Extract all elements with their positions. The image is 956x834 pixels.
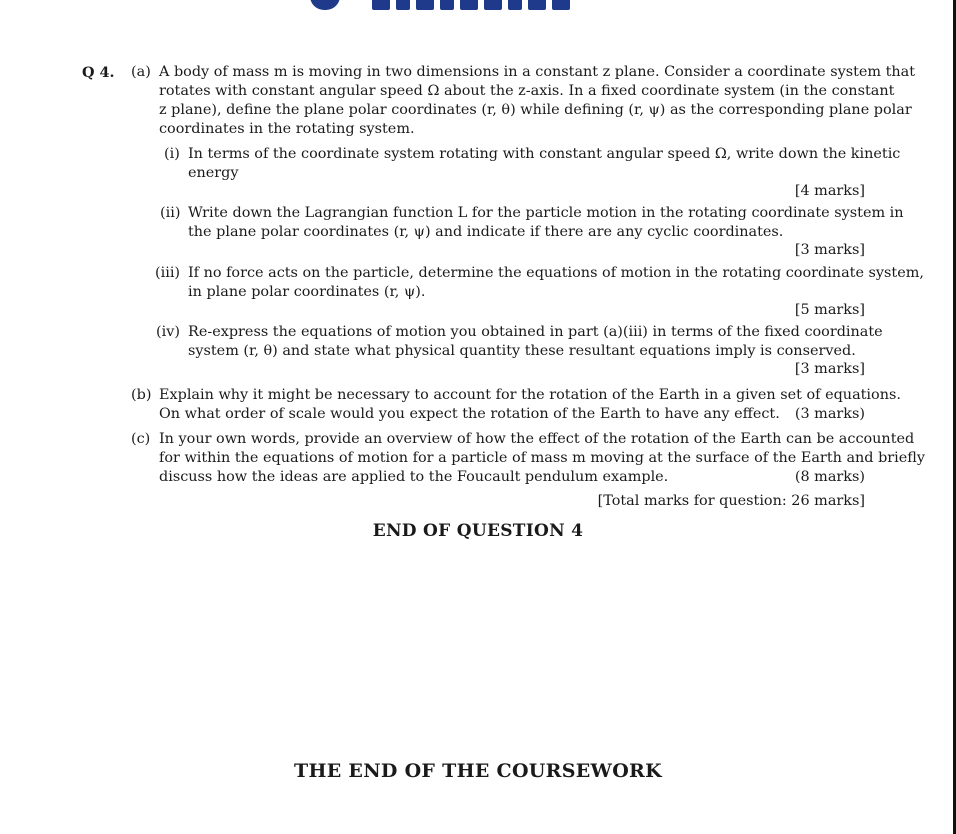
total-marks: [Total marks for question: 26 marks] (597, 493, 865, 509)
university-logo-fragment (310, 0, 570, 10)
part-c-line: for within the equations of motion for a particle of mass m moving at the surface of the Earth and briefly (159, 450, 926, 466)
end-of-question-heading: END OF QUESTION 4 (372, 521, 584, 541)
part-c-marks: (8 marks) (794, 469, 865, 485)
part-a-line: z plane), define the plane polar coordinates (r, θ) while defining (r, ψ) as the corresponding plane polar (159, 102, 912, 118)
subpart-iv-line: system (r, θ) and state what physical quantity these resultant equations imply is conserved. (188, 343, 856, 359)
subpart-iii-line: in plane polar coordinates (r, ψ). (188, 284, 426, 300)
subpart-iii-line: If no force acts on the particle, determine the equations of motion in the rotating coordinate system, (188, 265, 924, 281)
subpart-i-line: energy (188, 165, 239, 181)
part-a-line: rotates with constant angular speed Ω about the z-axis. In a fixed coordinate system (in the constant (159, 83, 895, 99)
subpart-i-marks: [4 marks] (794, 183, 865, 199)
subpart-i-label: (i) (164, 146, 180, 162)
subpart-i-line: In terms of the coordinate system rotating with constant angular speed Ω, write down the kinetic (188, 146, 901, 162)
subpart-ii-line: the plane polar coordinates (r, ψ) and indicate if there are any cyclic coordinates. (188, 224, 784, 240)
subpart-iv-label: (iv) (156, 324, 180, 340)
part-b-line: Explain why it might be necessary to account for the rotation of the Earth in a given set of equations. (159, 387, 901, 403)
part-c-line: In your own words, provide an overview of how the effect of the rotation of the Earth can be accounted (159, 431, 915, 447)
subpart-ii-marks: [3 marks] (794, 242, 865, 258)
part-a-label: (a) (131, 64, 151, 80)
subpart-iv-marks: [3 marks] (794, 361, 865, 377)
subpart-ii-line: Write down the Lagrangian function L for the particle motion in the rotating coordinate system in (188, 205, 904, 221)
part-b-line: On what order of scale would you expect the rotation of the Earth to have any effect. (159, 406, 780, 422)
subpart-iii-label: (iii) (155, 265, 181, 281)
part-c-label: (c) (131, 431, 151, 447)
part-b-marks: (3 marks) (794, 406, 865, 422)
part-c-line: discuss how the ideas are applied to the Foucault pendulum example. (159, 469, 669, 485)
part-a-line: coordinates in the rotating system. (159, 121, 415, 137)
subpart-iv-line: Re-express the equations of motion you obtained in part (a)(iii) in terms of the fixed coordinate (188, 324, 883, 340)
crest-icon (310, 0, 340, 10)
part-a-line: A body of mass m is moving in two dimensions in a constant z plane. Consider a coordinate system that (159, 64, 916, 80)
question-number: Q 4. (82, 64, 115, 81)
subpart-ii-label: (ii) (160, 205, 181, 221)
part-b-label: (b) (131, 387, 152, 403)
subpart-iii-marks: [5 marks] (794, 302, 865, 318)
end-of-coursework-heading: THE END OF THE COURSEWORK (294, 760, 662, 782)
